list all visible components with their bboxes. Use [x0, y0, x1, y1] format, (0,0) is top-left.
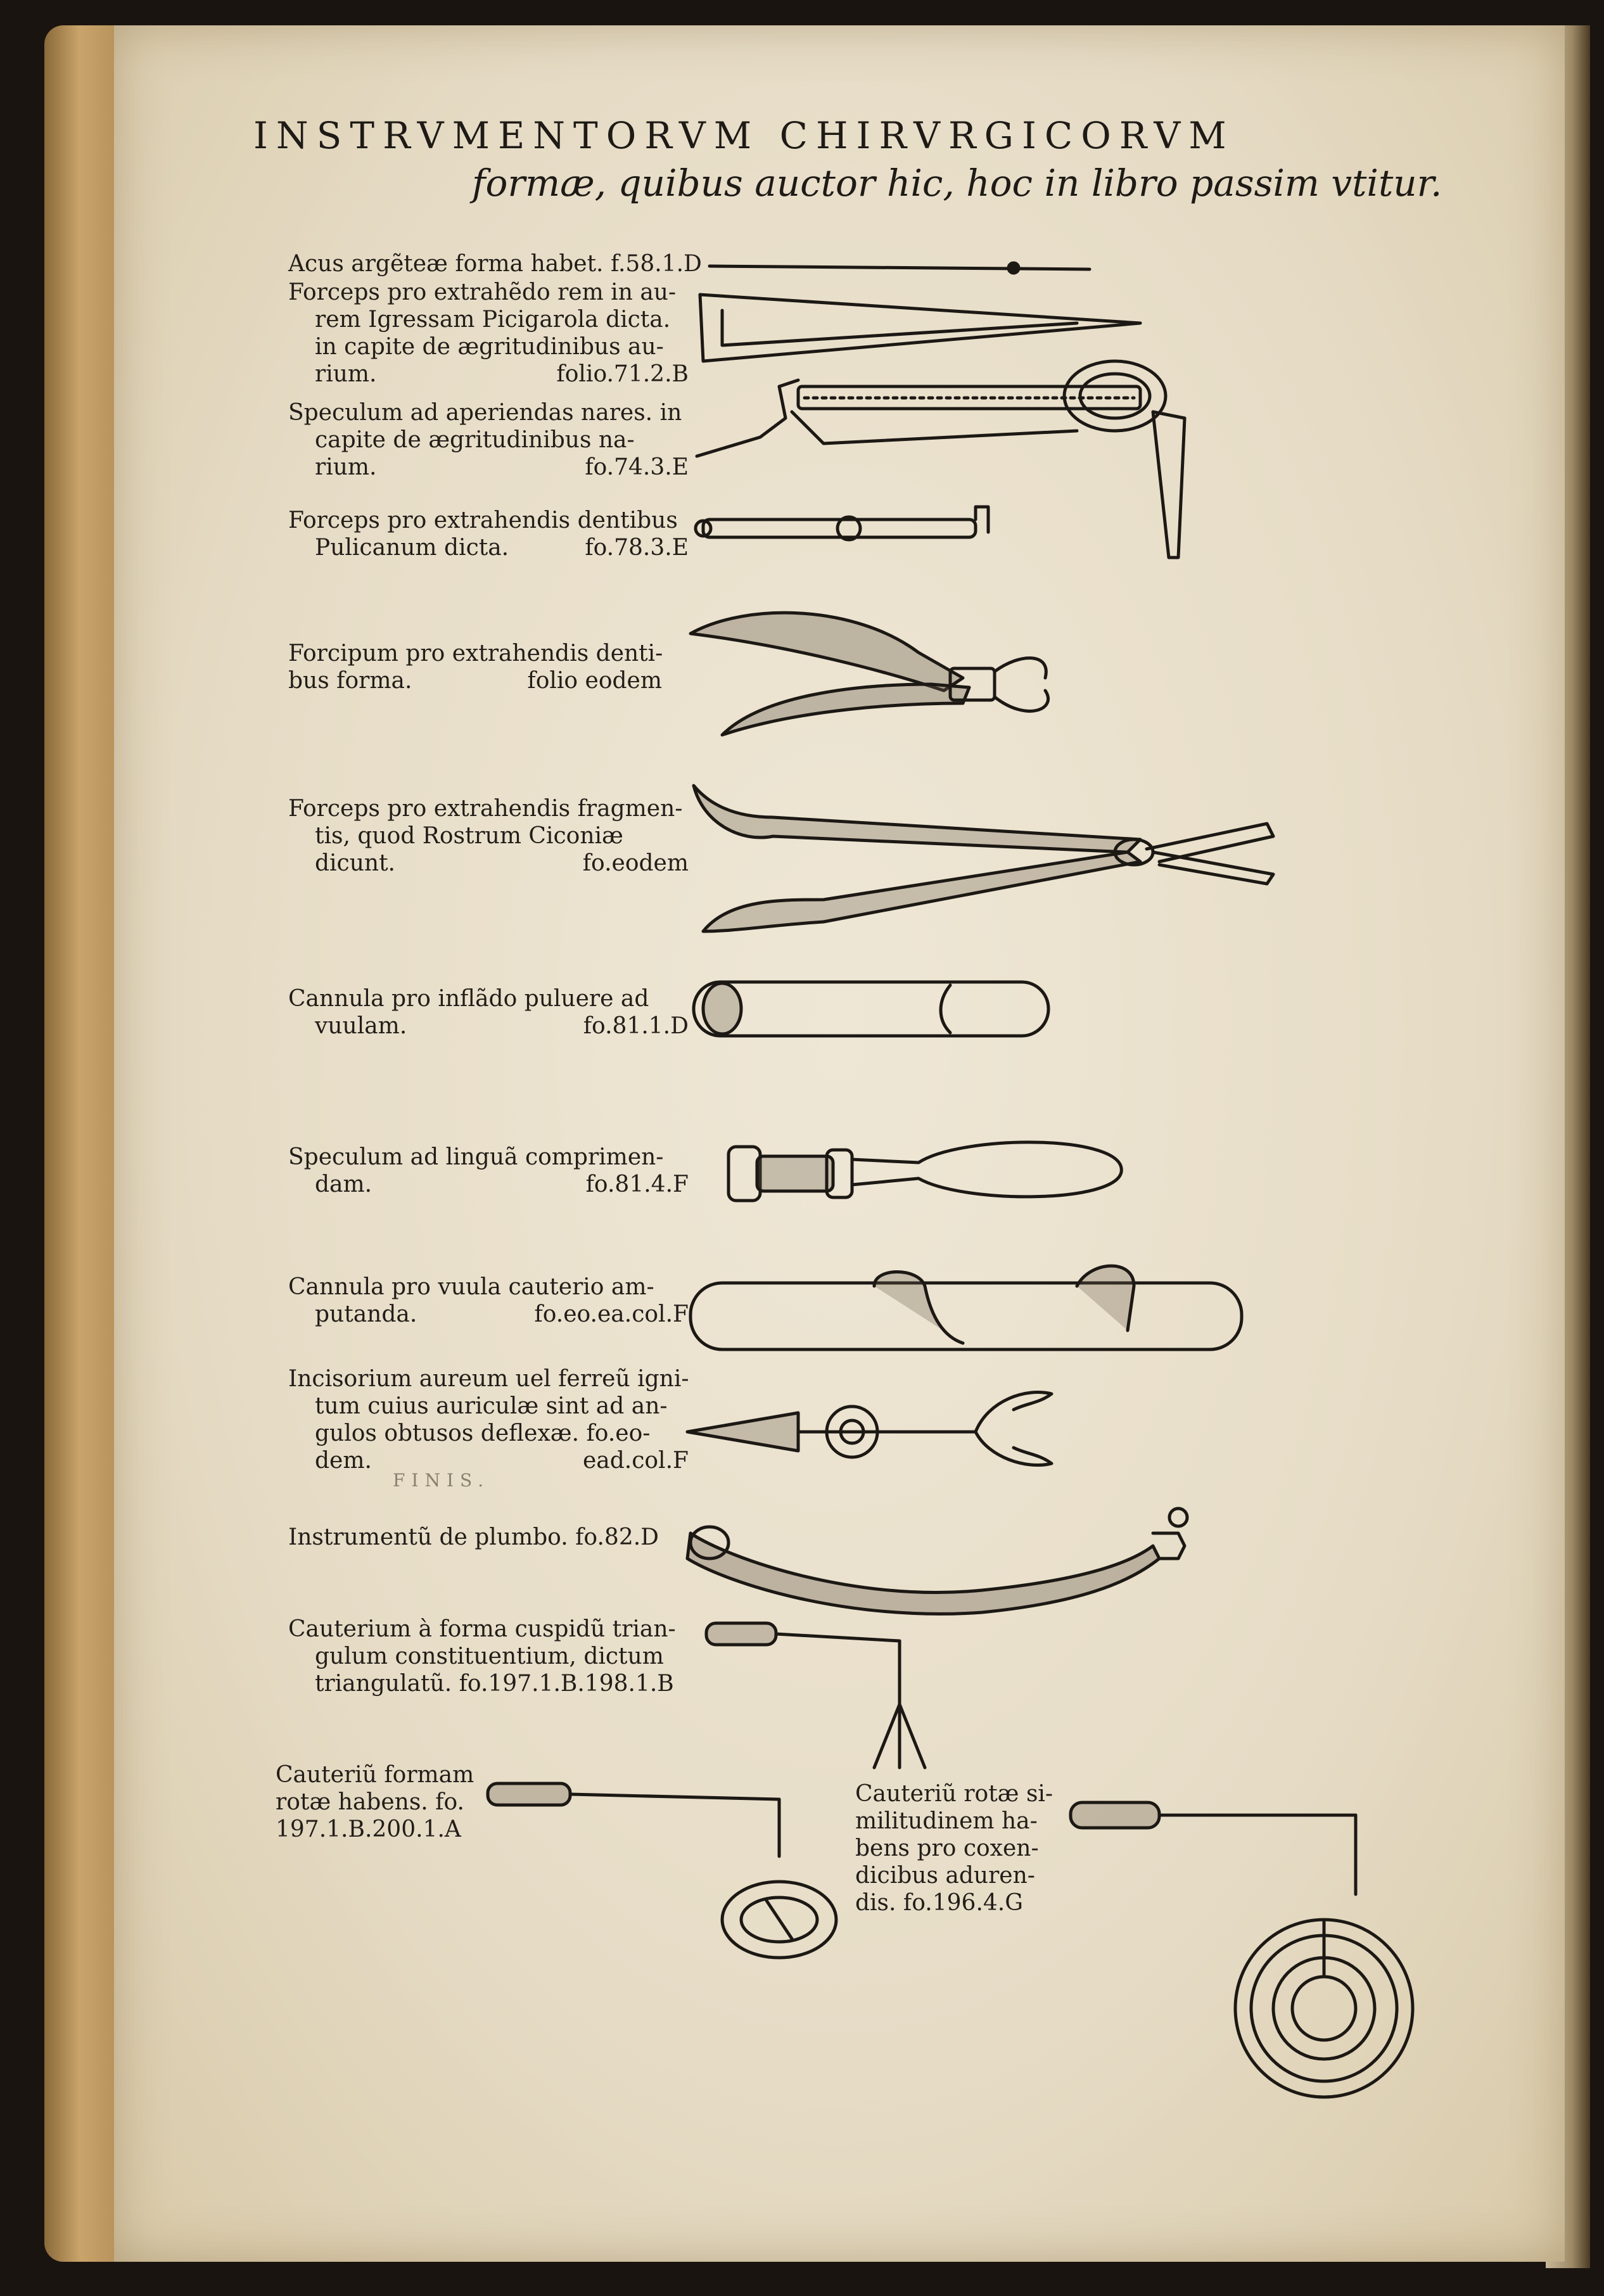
caption-line: Cauterium à forma cuspidũ trian- — [288, 1616, 676, 1642]
caption-line: 197.1.B.200.1.A — [276, 1816, 461, 1842]
page-subtitle: formæ, quibus auctor hic, hoc in libro passim vtitur. — [472, 162, 1442, 205]
caption-line: bens pro coxen- — [855, 1835, 1039, 1861]
caption-line: Forceps pro extrahẽdo rem in au- — [288, 279, 677, 305]
caption-line: Forceps pro extrahendis fragmen- — [288, 796, 683, 822]
caption-line: tis, quod Rostrum Ciconiæ — [315, 823, 623, 849]
caption-ref: fo.74.3.E — [585, 454, 689, 480]
caption-line: Cauteriũ rotæ si- — [855, 1781, 1053, 1807]
lead-instrument-illustration — [687, 1508, 1187, 1614]
caption-line: Speculum ad aperiendas nares. in — [288, 400, 682, 426]
caption-ref: ead.col.F — [582, 1448, 689, 1474]
caption-line: putanda. — [315, 1301, 417, 1327]
caption-ref: fo.81.1.D — [583, 1013, 689, 1039]
caption-line: dis. fo.196.4.G — [855, 1890, 1023, 1916]
caption-line: gulum constituentium, dictum — [315, 1643, 664, 1669]
caption-line: rium. — [315, 454, 377, 480]
nasal-speculum-illustration — [697, 361, 1185, 558]
caption-ref: fo.eodem — [582, 850, 689, 876]
caption-line: dam. — [315, 1171, 372, 1197]
large-wheel-cautery-illustration — [1071, 1802, 1413, 2097]
caption-line: Pulicanum dicta. — [315, 535, 509, 561]
stork-beak-forceps-illustration — [694, 786, 1273, 931]
caption-ref: fo.eo.ea.col.F — [534, 1301, 689, 1327]
caption-line: Cannula pro inflãdo puluere ad — [288, 986, 649, 1012]
caption-line: dicibus aduren- — [855, 1863, 1035, 1889]
caption-line: Cauteriũ formam — [276, 1762, 474, 1788]
caption-line: Acus argẽteæ forma habet. f.58.1.D — [288, 251, 702, 277]
caption-line: in capite de ægritudinibus au- — [315, 334, 664, 360]
triangular-cautery-illustration — [706, 1623, 925, 1768]
caption-line: Speculum ad linguã comprimen- — [288, 1144, 664, 1170]
caption-line: rotæ habens. fo. — [276, 1789, 464, 1815]
caption-line: bus forma. — [288, 668, 412, 694]
uvula-cannula-illustration — [691, 1266, 1242, 1349]
caption-ref: folio eodem — [527, 668, 662, 694]
caption-line: dem. — [315, 1448, 372, 1474]
pulicanum-forceps-illustration — [696, 507, 988, 540]
caption-line: dicunt. — [315, 850, 396, 876]
page-title: INSTRVMENTORVM CHIRVRGICORVM — [253, 114, 1235, 157]
caption-line: Forceps pro extrahendis dentibus — [288, 507, 678, 533]
caption-line: capite de ægritudinibus na- — [315, 427, 635, 453]
caption-line: militudinem ha- — [855, 1808, 1038, 1834]
needle-illustration — [710, 263, 1090, 273]
caption-line: gulos obtusos deflexæ. fo.eo- — [315, 1420, 651, 1446]
caption-ref: fo.81.4.F — [585, 1171, 689, 1197]
caption-line: vuulam. — [315, 1013, 407, 1039]
dental-forceps-illustration — [691, 613, 1048, 735]
insufflation-cannula-illustration — [694, 982, 1048, 1036]
caption-ref: folio.71.2.B — [556, 361, 689, 387]
bleed-through-finis: FINIS. — [393, 1470, 490, 1491]
caption-line: rium. — [315, 361, 377, 387]
caption-line: rem Igressam Picigarola dicta. — [315, 307, 671, 333]
incisorium-illustration — [687, 1393, 1052, 1465]
caption-line: Incisorium aureum uel ferreũ igni- — [288, 1366, 689, 1392]
caption-line: tum cuius auriculæ sint ad an- — [315, 1393, 668, 1419]
caption-line: Forcipum pro extrahendis denti- — [288, 641, 663, 666]
tongue-depressor-illustration — [729, 1142, 1121, 1201]
caption-line: Cannula pro vuula cauterio am- — [288, 1274, 654, 1300]
picigarola-forceps-illustration — [700, 295, 1140, 361]
caption-line: triangulatũ. fo.197.1.B.198.1.B — [315, 1671, 674, 1697]
caption-line: Instrumentũ de plumbo. fo.82.D — [288, 1524, 659, 1550]
caption-ref: fo.78.3.E — [585, 535, 689, 561]
small-wheel-cautery-illustration — [488, 1783, 836, 1958]
